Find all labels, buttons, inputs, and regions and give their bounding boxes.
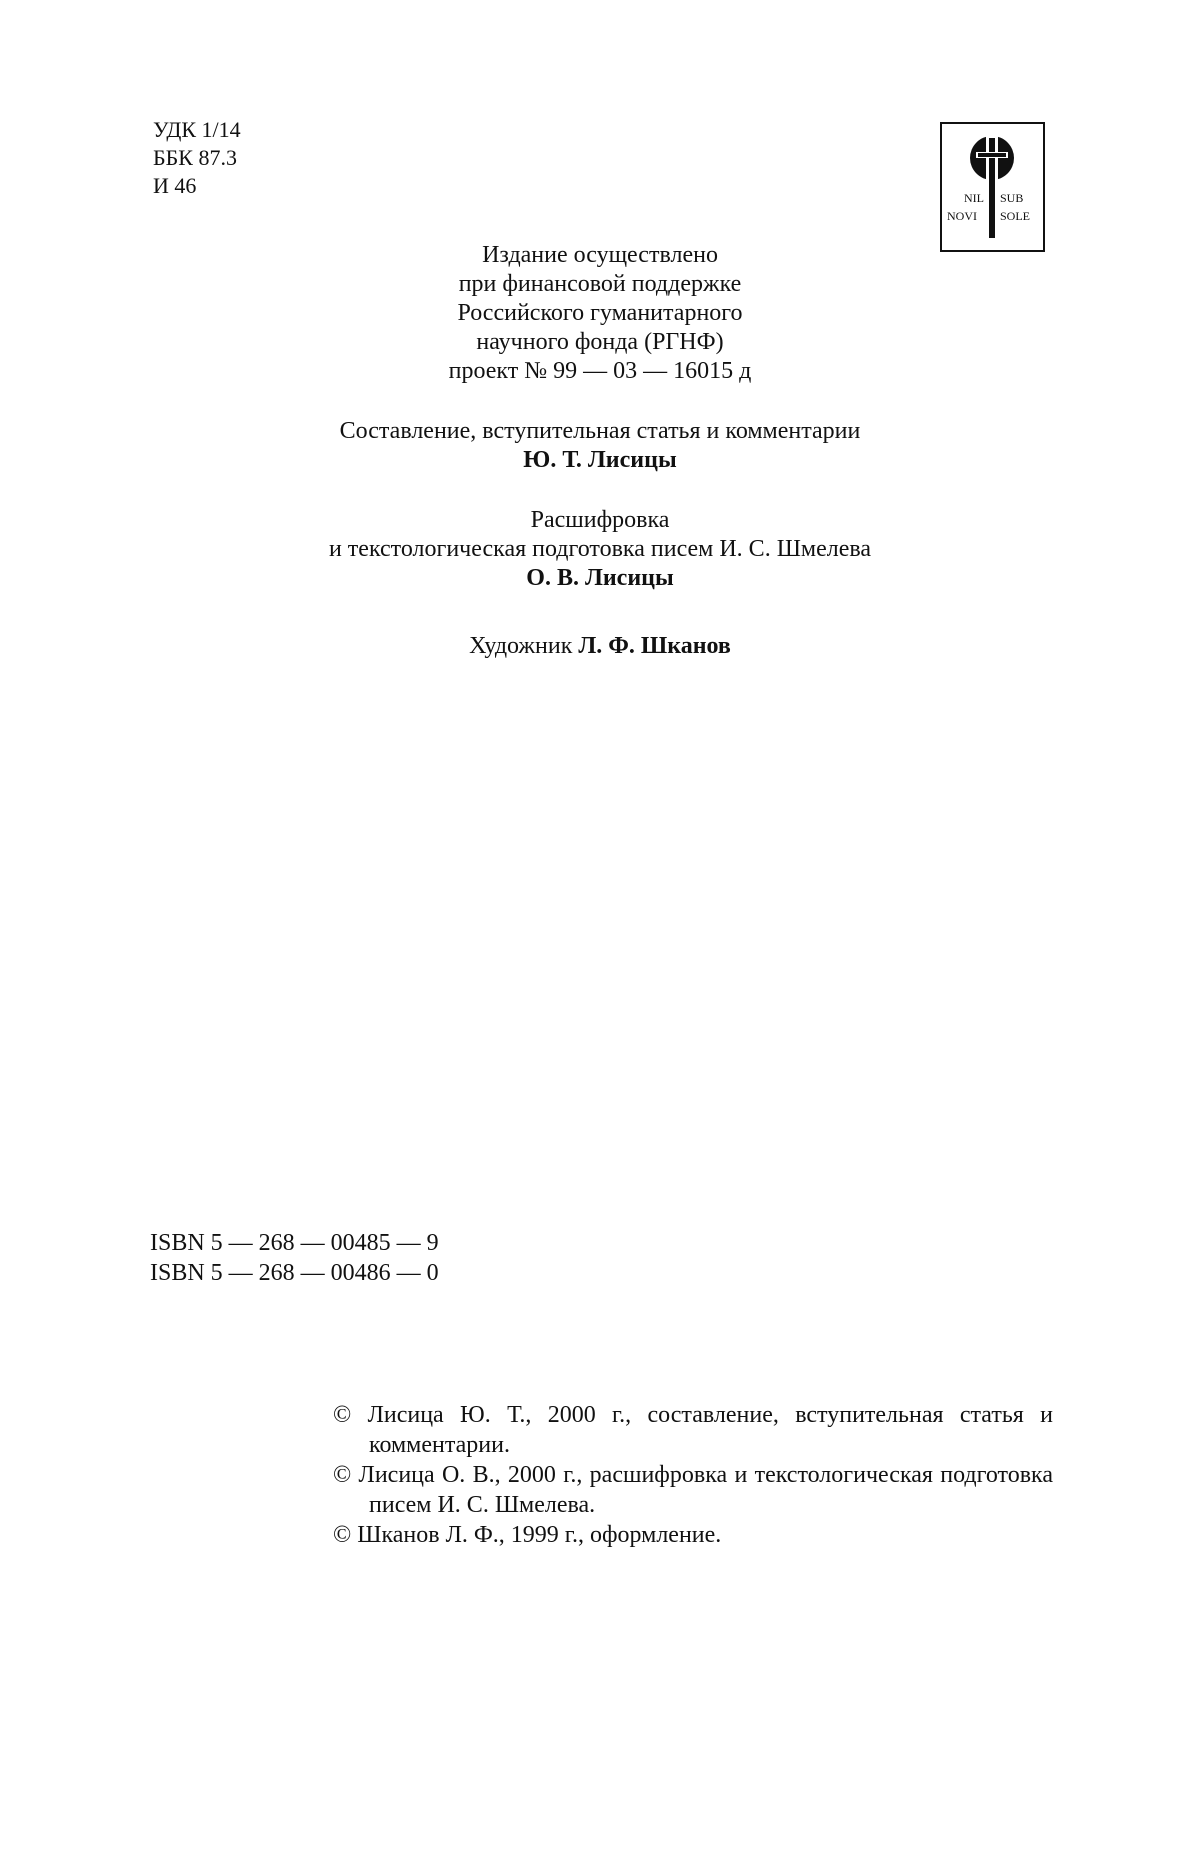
decoding-role-line1: Расшифровка: [530, 507, 670, 533]
funding-line: при финансовой поддержке: [458, 271, 742, 297]
classification-codes: [153, 116, 241, 200]
artist-label: Художник: [469, 633, 573, 659]
author-mark: И 46: [153, 173, 197, 198]
isbn-line: ISBN 5 — 268 — 00486 — 0: [150, 1260, 439, 1286]
copyright-item: © Шканов Л. Ф., 1999 г., оформление.: [333, 1522, 722, 1548]
funding-line: Издание осуществлено: [482, 242, 718, 268]
nil-sub-sole-emblem-icon: [942, 124, 1043, 250]
decoding-role-line2: и текстологическая подготовка писем И. С. Шмелева: [328, 536, 872, 562]
copyright-block: [333, 1400, 1053, 1550]
compiler-credit: [0, 417, 1200, 475]
artist-name: Л. Ф. Шканов: [578, 633, 731, 659]
funding-notice: [0, 241, 1200, 386]
udk-code: УДК 1/14: [153, 117, 241, 142]
logo-text-novi: NOVI: [947, 209, 977, 223]
compiler-role: Составление, вступительная статья и комментарии: [339, 418, 861, 444]
funding-line: проект № 99 — 03 — 16015 д: [448, 358, 752, 384]
isbn-line: ISBN 5 — 268 — 00485 — 9: [150, 1230, 439, 1256]
copyright-item: © Лисица Ю. Т., 2000 г., составление, вступительная статья и комментарии.: [333, 1402, 1053, 1458]
bbk-code: ББК 87.3: [153, 145, 237, 170]
copyright-item: © Лисица О. В., 2000 г., расшифровка и текстологическая подготовка писем И. С. Шмелева.: [333, 1462, 1053, 1518]
publisher-logo: [940, 122, 1045, 252]
funding-line: Российского гуманитарного: [457, 300, 743, 326]
artist-credit: [0, 632, 1200, 661]
funding-line: научного фонда (РГНФ): [476, 329, 724, 355]
decoding-credit: [0, 506, 1200, 593]
logo-text-sole: SOLE: [1000, 209, 1030, 223]
isbn-block: [150, 1228, 439, 1288]
logo-text-nil: NIL: [964, 191, 984, 205]
compiler-name: Ю. Т. Лисицы: [523, 447, 677, 473]
logo-text-sub: SUB: [1000, 191, 1024, 205]
decoding-name: О. В. Лисицы: [526, 565, 674, 591]
